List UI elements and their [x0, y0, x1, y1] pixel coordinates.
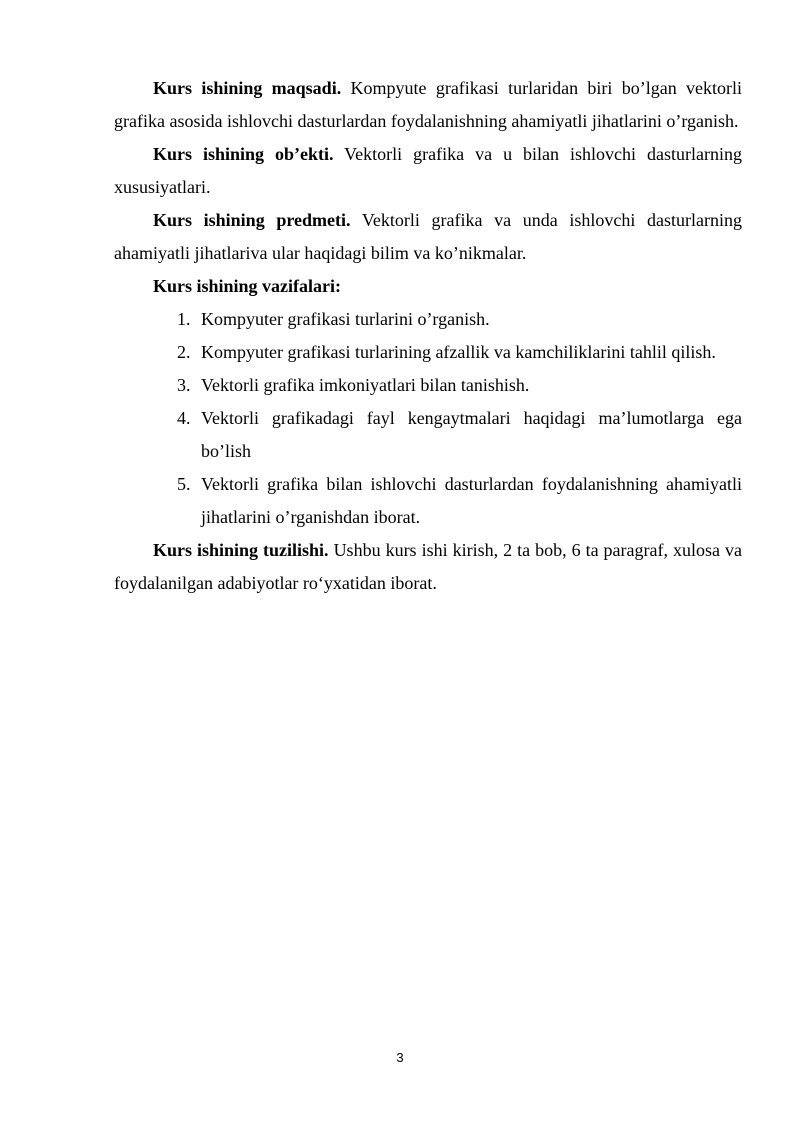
task-item	[114, 303, 742, 336]
task-text: Vektorli grafika bilan ishlovchi dasturlardan foydalanishning ahamiyatli jihatlarini o’rganishdan iborat.	[201, 474, 742, 527]
task-text: Kompyuter grafikasi turlarining afzallik va kamchiliklarini tahlil qilish.	[201, 342, 716, 362]
object-paragraph	[114, 138, 742, 204]
task-item	[114, 336, 742, 369]
structure-paragraph	[114, 534, 742, 600]
task-number: 3.	[177, 375, 191, 395]
object-label: Kurs ishining ob’ekti.	[153, 144, 334, 164]
subject-text: Vektorli grafika va unda ishlovchi dasturlarning ahamiyatli jihatlariva ular haqidagi bilim va ko’nikmalar.	[114, 210, 742, 263]
structure-label: Kurs ishining tuzilishi.	[153, 540, 329, 560]
task-number: 4.	[177, 408, 191, 428]
task-number: 2.	[177, 342, 191, 362]
task-number: 1.	[177, 309, 191, 329]
tasks-heading: Kurs ishining vazifalari:	[153, 276, 342, 296]
page-number: 3	[396, 1050, 404, 1065]
tasks-list	[114, 303, 742, 534]
subject-label: Kurs ishining predmeti.	[153, 210, 351, 230]
goal-label: Kurs ishining maqsadi.	[153, 78, 342, 98]
task-text: Vektorli grafika imkoniyatlari bilan tanishish.	[201, 375, 530, 395]
object-text: Vektorli grafika va u bilan ishlovchi dasturlarning xususiyatlari.	[114, 144, 742, 197]
task-text: Vektorli grafikadagi fayl kengaytmalari haqidagi ma’lumotlarga ega bo’lish	[201, 408, 742, 461]
document-body	[114, 72, 742, 600]
goal-paragraph	[114, 72, 742, 138]
task-number: 5.	[177, 474, 191, 494]
subject-paragraph	[114, 204, 742, 270]
task-item	[114, 402, 742, 468]
task-item	[114, 369, 742, 402]
task-text: Kompyuter grafikasi turlarini o’rganish.	[201, 309, 490, 329]
structure-text: Ushbu kurs ishi kirish, 2 ta bob, 6 ta paragraf, xulosa va foydalanilgan adabiyotlar ro‘yxatidan iborat.	[114, 540, 742, 593]
task-item	[114, 468, 742, 534]
goal-text: Kompyute grafikasi turlaridan biri bo’lgan vektorli grafika asosida ishlovchi dasturlardan foydalanishning ahamiyatli jihatlarini o’rganish.	[114, 78, 742, 131]
